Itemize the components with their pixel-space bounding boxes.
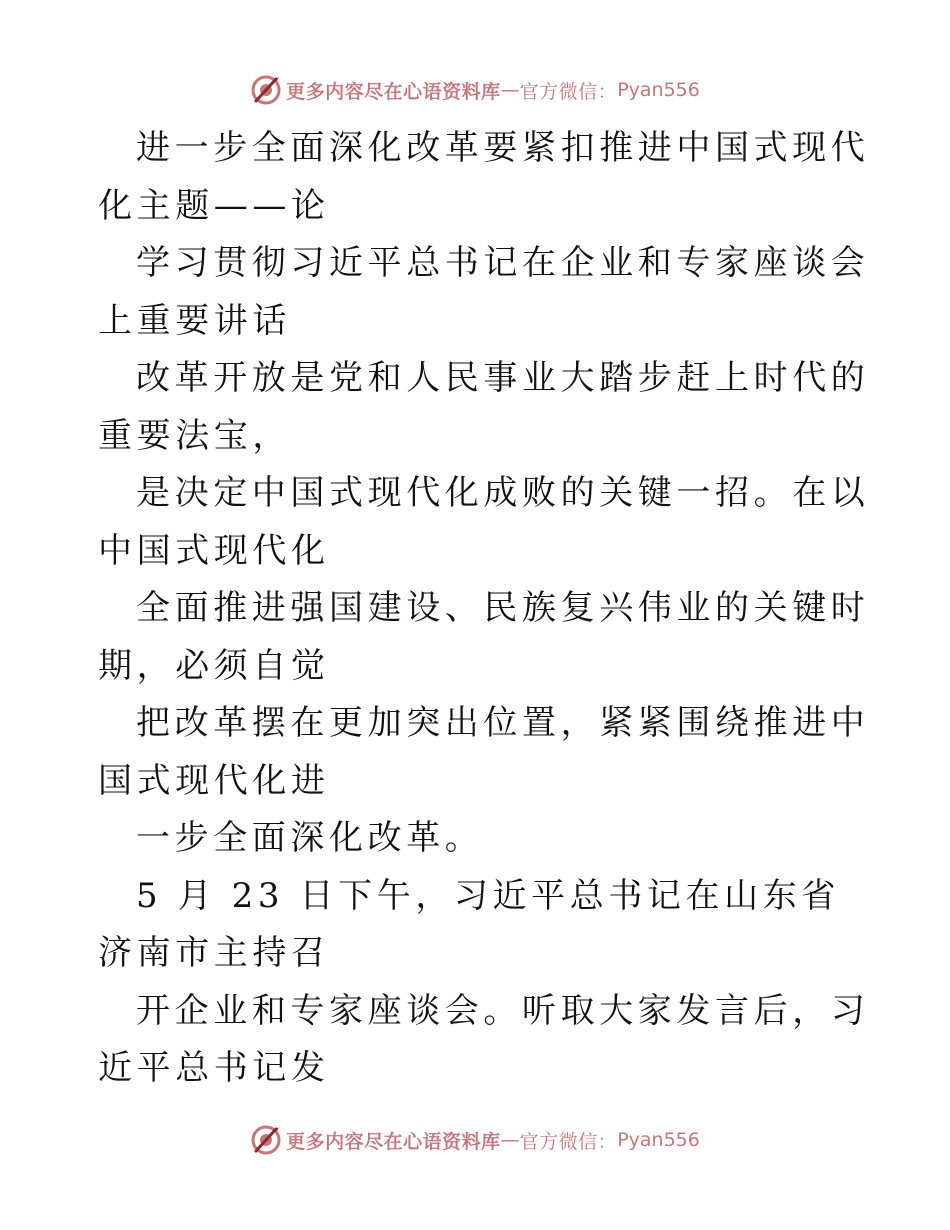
watermark-wechat-id: Pyan556 [617, 79, 700, 101]
paragraph: 开企业和专家座谈会。听取大家发言后，习近平总书记发 [98, 990, 870, 1088]
watermark-text: 更多内容尽在心语资料库 [286, 1130, 501, 1153]
document-body [98, 120, 878, 1098]
paragraph: 一步全面深化改革。 [136, 818, 484, 858]
watermark-wechat-id: Pyan556 [617, 1129, 700, 1151]
paragraph: 学习贯彻习近平总书记在企业和专家座谈会上重要讲话 [98, 243, 870, 341]
watermark-dash: — [500, 1129, 520, 1151]
paragraph: 是决定中国式现代化成败的关键一招。在以中国式现代化 [98, 473, 870, 571]
pen-logo-icon [250, 74, 282, 106]
footer-watermark [0, 1120, 950, 1160]
paragraph: 5 月 23 日下午，习近平总书记在山东省济南市主持召 [98, 875, 840, 973]
watermark-text: 更多内容尽在心语资料库 [286, 80, 501, 103]
paragraph: 全面推进强国建设、民族复兴伟业的关键时期，必须自觉 [98, 588, 870, 686]
paragraph: 进一步全面深化改革要紧扣推进中国式现代化主题——论 [98, 128, 870, 226]
pen-logo-icon [250, 1124, 282, 1156]
watermark-wechat-label: 官方微信： [519, 80, 618, 103]
paragraph: 改革开放是党和人民事业大踏步赶上时代的重要法宝， [98, 358, 870, 456]
paragraph: 把改革摆在更加突出位置，紧紧围绕推进中国式现代化进 [98, 703, 870, 801]
watermark-dash: — [500, 79, 520, 101]
watermark-wechat-label: 官方微信： [519, 1130, 618, 1153]
header-watermark [0, 70, 950, 110]
